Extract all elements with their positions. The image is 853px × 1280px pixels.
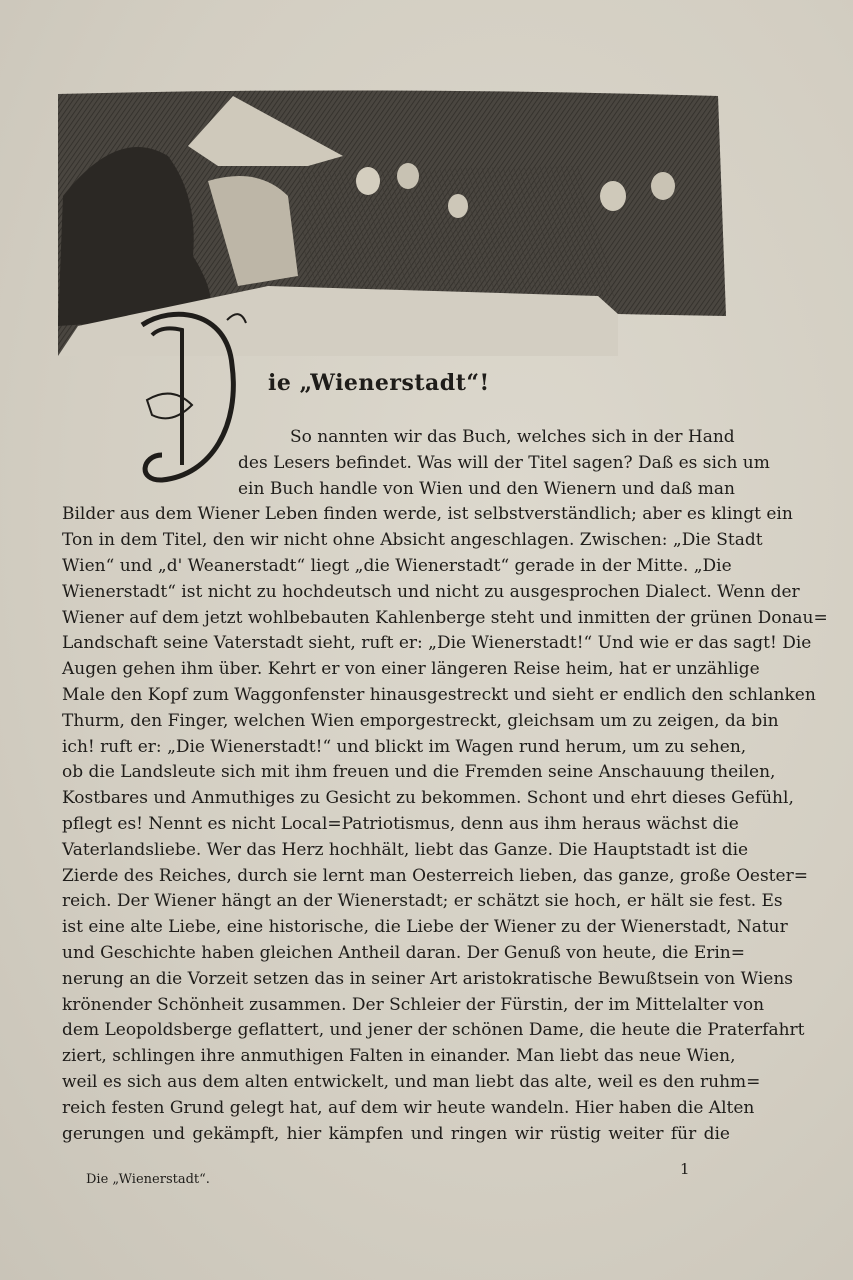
text-line: Zierde des Reiches, durch sie lernt man Oesterreich lieben, das ganze, große Oester= [62, 865, 808, 886]
text-line: Thurm, den Finger, welchen Wien emporgestreckt, gleichsam um zu zeigen, da bin [62, 710, 779, 731]
text-line: Bilder aus dem Wiener Leben finden werde, ist selbstverständlich; aber es klingt ein [62, 504, 793, 525]
text-line: Wiener auf dem jetzt wohlbebauten Kahlenberge steht und inmitten der grünen Donau= [62, 607, 828, 628]
text-line: ein Buch handle von Wien und den Wienern und daß man [238, 478, 736, 499]
chapter-heading: ie „Wienerstadt“! [268, 370, 490, 396]
text-line: ist eine alte Liebe, eine historische, die Liebe der Wiener zu der Wienerstadt, Natur [62, 917, 788, 938]
text-line: Ton in dem Titel, den wir nicht ohne Absicht angeschlagen. Zwischen: „Die Stadt [62, 530, 763, 551]
text-line: und Geschichte haben gleichen Antheil daran. Der Genuß von heute, die Erin= [62, 942, 745, 963]
text-line: Vaterlandsliebe. Wer das Herz hochhält, liebt das Ganze. Die Hauptstadt ist die [62, 839, 749, 860]
text-line: Wien“ und „d' Weanerstadt“ liegt „die Wienerstadt“ gerade in der Mitte. „Die [62, 555, 732, 576]
text-line: So nannten wir das Buch, welches sich in der Hand [290, 427, 735, 447]
text-line: dem Leopoldsberge geflattert, und jener der schönen Dame, die heute die Praterfahrt [62, 1020, 805, 1041]
text-line: reich. Der Wiener hängt an der Wienerstadt; er schätzt sie hoch, er hält sie fest. Es [62, 891, 783, 912]
text-line: ziert, schlingen ihre anmuthigen Falten in einander. Man liebt das neue Wien, [62, 1046, 736, 1067]
page-number: 1 [680, 1160, 690, 1178]
text-line: Kostbares und Anmuthiges zu Gesicht zu bekommen. Schont und ehrt dieses Gefühl, [62, 788, 794, 809]
text-line: reich festen Grund gelegt hat, auf dem wir heute wandeln. Hier haben die Alten [62, 1097, 755, 1118]
text-line: Wienerstadt“ ist nicht zu hochdeutsch und nicht zu ausgesprochen Dialect. Wenn der [62, 581, 800, 602]
text-line: weil es sich aus dem alten entwickelt, und man liebt das alte, weil es den ruhm= [62, 1071, 761, 1092]
text-line: gerungen und gekämpft, hier kämpfen und ringen wir rüstig weiter für die [62, 1123, 730, 1144]
text-line: Landschaft seine Vaterstadt sieht, ruft er: „Die Wienerstadt!“ Und wie er das sagt! Die [62, 633, 812, 654]
footer-title: Die „Wienerstadt“. [86, 1172, 210, 1187]
text-line: Male den Kopf zum Waggonfenster hinausgestreckt und sieht er endlich den schlanken [62, 684, 816, 705]
text-line: des Lesers befindet. Was will der Titel sagen? Daß es sich um [238, 452, 770, 473]
body-text [62, 425, 828, 1147]
text-line: ob die Landsleute sich mit ihm freuen und die Fremden seine Anschauung theilen, [62, 762, 776, 783]
text-line: Augen gehen ihm über. Kehrt er von einer längeren Reise heim, hat er unzählige [62, 659, 760, 680]
text-line: pflegt es! Nennt es nicht Local=Patriotismus, denn aus ihm heraus wächst die [62, 813, 739, 834]
text-line: ich! ruft er: „Die Wienerstadt!“ und blickt im Wagen rund herum, um zu sehen, [62, 736, 747, 757]
text-line: nerung an die Vorzeit setzen das in seiner Art aristokratische Bewußtsein von Wiens [62, 968, 794, 989]
text-line: krönender Schönheit zusammen. Der Schleier der Fürstin, der im Mittelalter von [62, 994, 765, 1015]
